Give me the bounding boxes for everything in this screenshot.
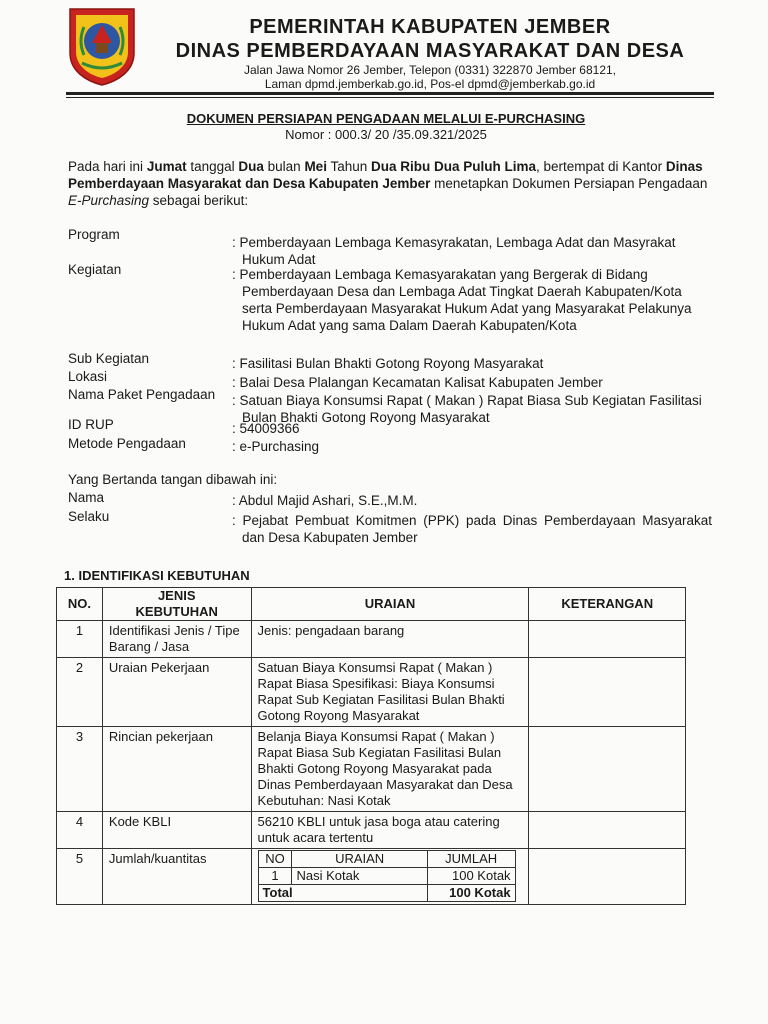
requirements-table xyxy=(56,587,686,905)
row-uraian: 56210 KBLI untuk jasa boga atau catering untuk acara tertentu xyxy=(251,812,529,849)
program-value: : Pemberdayaan Lembaga Kemasyrakatan, Lembaga Adat dan Masyrakat Hukum Adat xyxy=(232,235,676,267)
quantity-row xyxy=(258,868,515,885)
signer-intro: Yang Bertanda tangan dibawah ini: xyxy=(68,472,278,487)
row-keterangan xyxy=(529,849,686,905)
kegiatan-label: Kegiatan xyxy=(68,262,122,277)
letterhead-rule-thick xyxy=(66,92,714,95)
header-keterangan: KETERANGAN xyxy=(529,588,686,621)
program-label: Program xyxy=(68,227,120,242)
qty-header-jumlah: JUMLAH xyxy=(427,851,515,868)
quantity-table xyxy=(258,850,516,902)
row-no: 4 xyxy=(57,812,103,849)
sub-kegiatan-value: : Fasilitasi Bulan Bhakti Gotong Royong Masyarakat xyxy=(232,356,544,371)
paket-value: : Satuan Biaya Konsumsi Rapat ( Makan ) Rapat Biasa Sub Kegiatan Fasilitasi Bulan Bhakti Gotong Royong Masyarakat xyxy=(232,393,702,425)
table-header-row xyxy=(57,588,686,621)
letterhead-contact: Laman dpmd.jemberkab.go.id, Pos-el dpmd@jemberkab.go.id xyxy=(264,77,596,91)
row-keterangan xyxy=(529,658,686,727)
header-no: NO. xyxy=(57,588,103,621)
signer-role-label: Selaku xyxy=(68,509,110,524)
table-row xyxy=(57,812,686,849)
row-jenis: Uraian Pekerjaan xyxy=(102,658,251,727)
row-keterangan xyxy=(529,812,686,849)
table-row xyxy=(57,658,686,727)
qty-uraian: Nasi Kotak xyxy=(292,868,427,885)
sub-kegiatan-label: Sub Kegiatan xyxy=(68,351,150,366)
section-title: 1. IDENTIFIKASI KEBUTUHAN xyxy=(64,568,250,583)
letterhead-government-name: PEMERINTAH KABUPATEN JEMBER xyxy=(249,16,611,38)
row-jenis: Identifikasi Jenis / Tipe Barang / Jasa xyxy=(102,621,251,658)
lokasi-value: : Balai Desa Plalangan Kecamatan Kalisat Kabupaten Jember xyxy=(232,375,603,390)
row-jenis: Jumlah/kuantitas xyxy=(102,849,251,905)
paket-label: Nama Paket Pengadaan xyxy=(68,387,216,402)
row-uraian xyxy=(251,849,529,905)
intro-paragraph: Pada hari ini Jumat tanggal Dua bulan Mei Tahun Dua Ribu Dua Puluh Lima, bertempat di Kantor Dinas Pemberdayaan Masyarakat dan Desa Kabupaten Jember menetapkan Dokumen Persiapan Pengadaan E-Purchasing sebagai berikut: xyxy=(68,159,708,208)
table-row xyxy=(57,621,686,658)
kegiatan-value: : Pemberdayaan Lembaga Kemasyarakatan yang Bergerak di Bidang Pemberdayaan Desa dan Lembaga Adat Tingkat Daerah Kabupaten/Kota serta Pemberdayaan Masyarakat Hukum Adat yang Masyarakat Pelakunya Hukum Adat yang sama Dalam Daerah Kabupaten/Kota xyxy=(232,267,692,333)
qty-header-no: NO xyxy=(258,851,292,868)
quantity-total-row xyxy=(258,885,515,902)
lokasi-label: Lokasi xyxy=(68,369,108,384)
qty-header-uraian: URAIAN xyxy=(292,851,427,868)
row-keterangan xyxy=(529,621,686,658)
document-number: Nomor : 000.3/ 20 /35.09.321/2025 xyxy=(285,127,487,142)
signer-name-label: Nama xyxy=(68,490,105,505)
row-no: 3 xyxy=(57,727,103,812)
letterhead-address: Jalan Jawa Nomor 26 Jember, Telepon (0331) 322870 Jember 68121, xyxy=(243,63,616,77)
row-jenis: Kode KBLI xyxy=(102,812,251,849)
table-row xyxy=(57,727,686,812)
row-uraian: Belanja Biaya Konsumsi Rapat ( Makan ) Rapat Biasa Sub Kegiatan Fasilitasi Bulan Bhakti Gotong Royong Masyarakat pada Dinas Pemberdayaan Masyarakat dan Desa Kebutuhan: Nasi Kotak xyxy=(251,727,529,812)
row-jenis: Rincian pekerjaan xyxy=(102,727,251,812)
document-title: DOKUMEN PERSIAPAN PENGADAAN MELALUI E-PURCHASING xyxy=(186,111,586,126)
row-no: 5 xyxy=(57,849,103,905)
metode-label: Metode Pengadaan xyxy=(68,436,186,451)
quantity-header-row xyxy=(258,851,515,868)
header-uraian: URAIAN xyxy=(251,588,529,621)
qty-jumlah: 100 Kotak xyxy=(427,868,515,885)
row-uraian: Jenis: pengadaan barang xyxy=(251,621,529,658)
id-rup-label: ID RUP xyxy=(68,417,114,432)
row-no: 2 xyxy=(57,658,103,727)
qty-total-label: Total xyxy=(258,885,427,902)
row-uraian: Satuan Biaya Konsumsi Rapat ( Makan ) Rapat Biasa Spesifikasi: Biaya Konsumsi Rapat Sub Kegiatan Fasilitasi Bulan Bhakti Gotong Royong Masyarakat xyxy=(251,658,529,727)
letterhead-agency-name: DINAS PEMBERDAYAAN MASYARAKAT DAN DESA xyxy=(175,40,685,62)
row-no: 1 xyxy=(57,621,103,658)
signer-role-value: : Pejabat Pembuat Komitmen (PPK) pada Dinas Pemberdayaan Masyarakat dan Desa Kabupaten Jember xyxy=(232,513,712,545)
signer-name-value: : Abdul Majid Ashari, S.E.,M.M. xyxy=(232,493,418,508)
id-rup-value: : 54009366 xyxy=(232,421,300,436)
qty-no: 1 xyxy=(258,868,292,885)
row-keterangan xyxy=(529,727,686,812)
table-row xyxy=(57,849,686,905)
metode-value: : e-Purchasing xyxy=(232,439,320,454)
qty-total-value: 100 Kotak xyxy=(427,885,515,902)
letterhead-rule-thin xyxy=(66,97,714,98)
kabupaten-jember-emblem-icon xyxy=(66,5,138,87)
header-jenis: JENIS KEBUTUHAN xyxy=(102,588,251,621)
